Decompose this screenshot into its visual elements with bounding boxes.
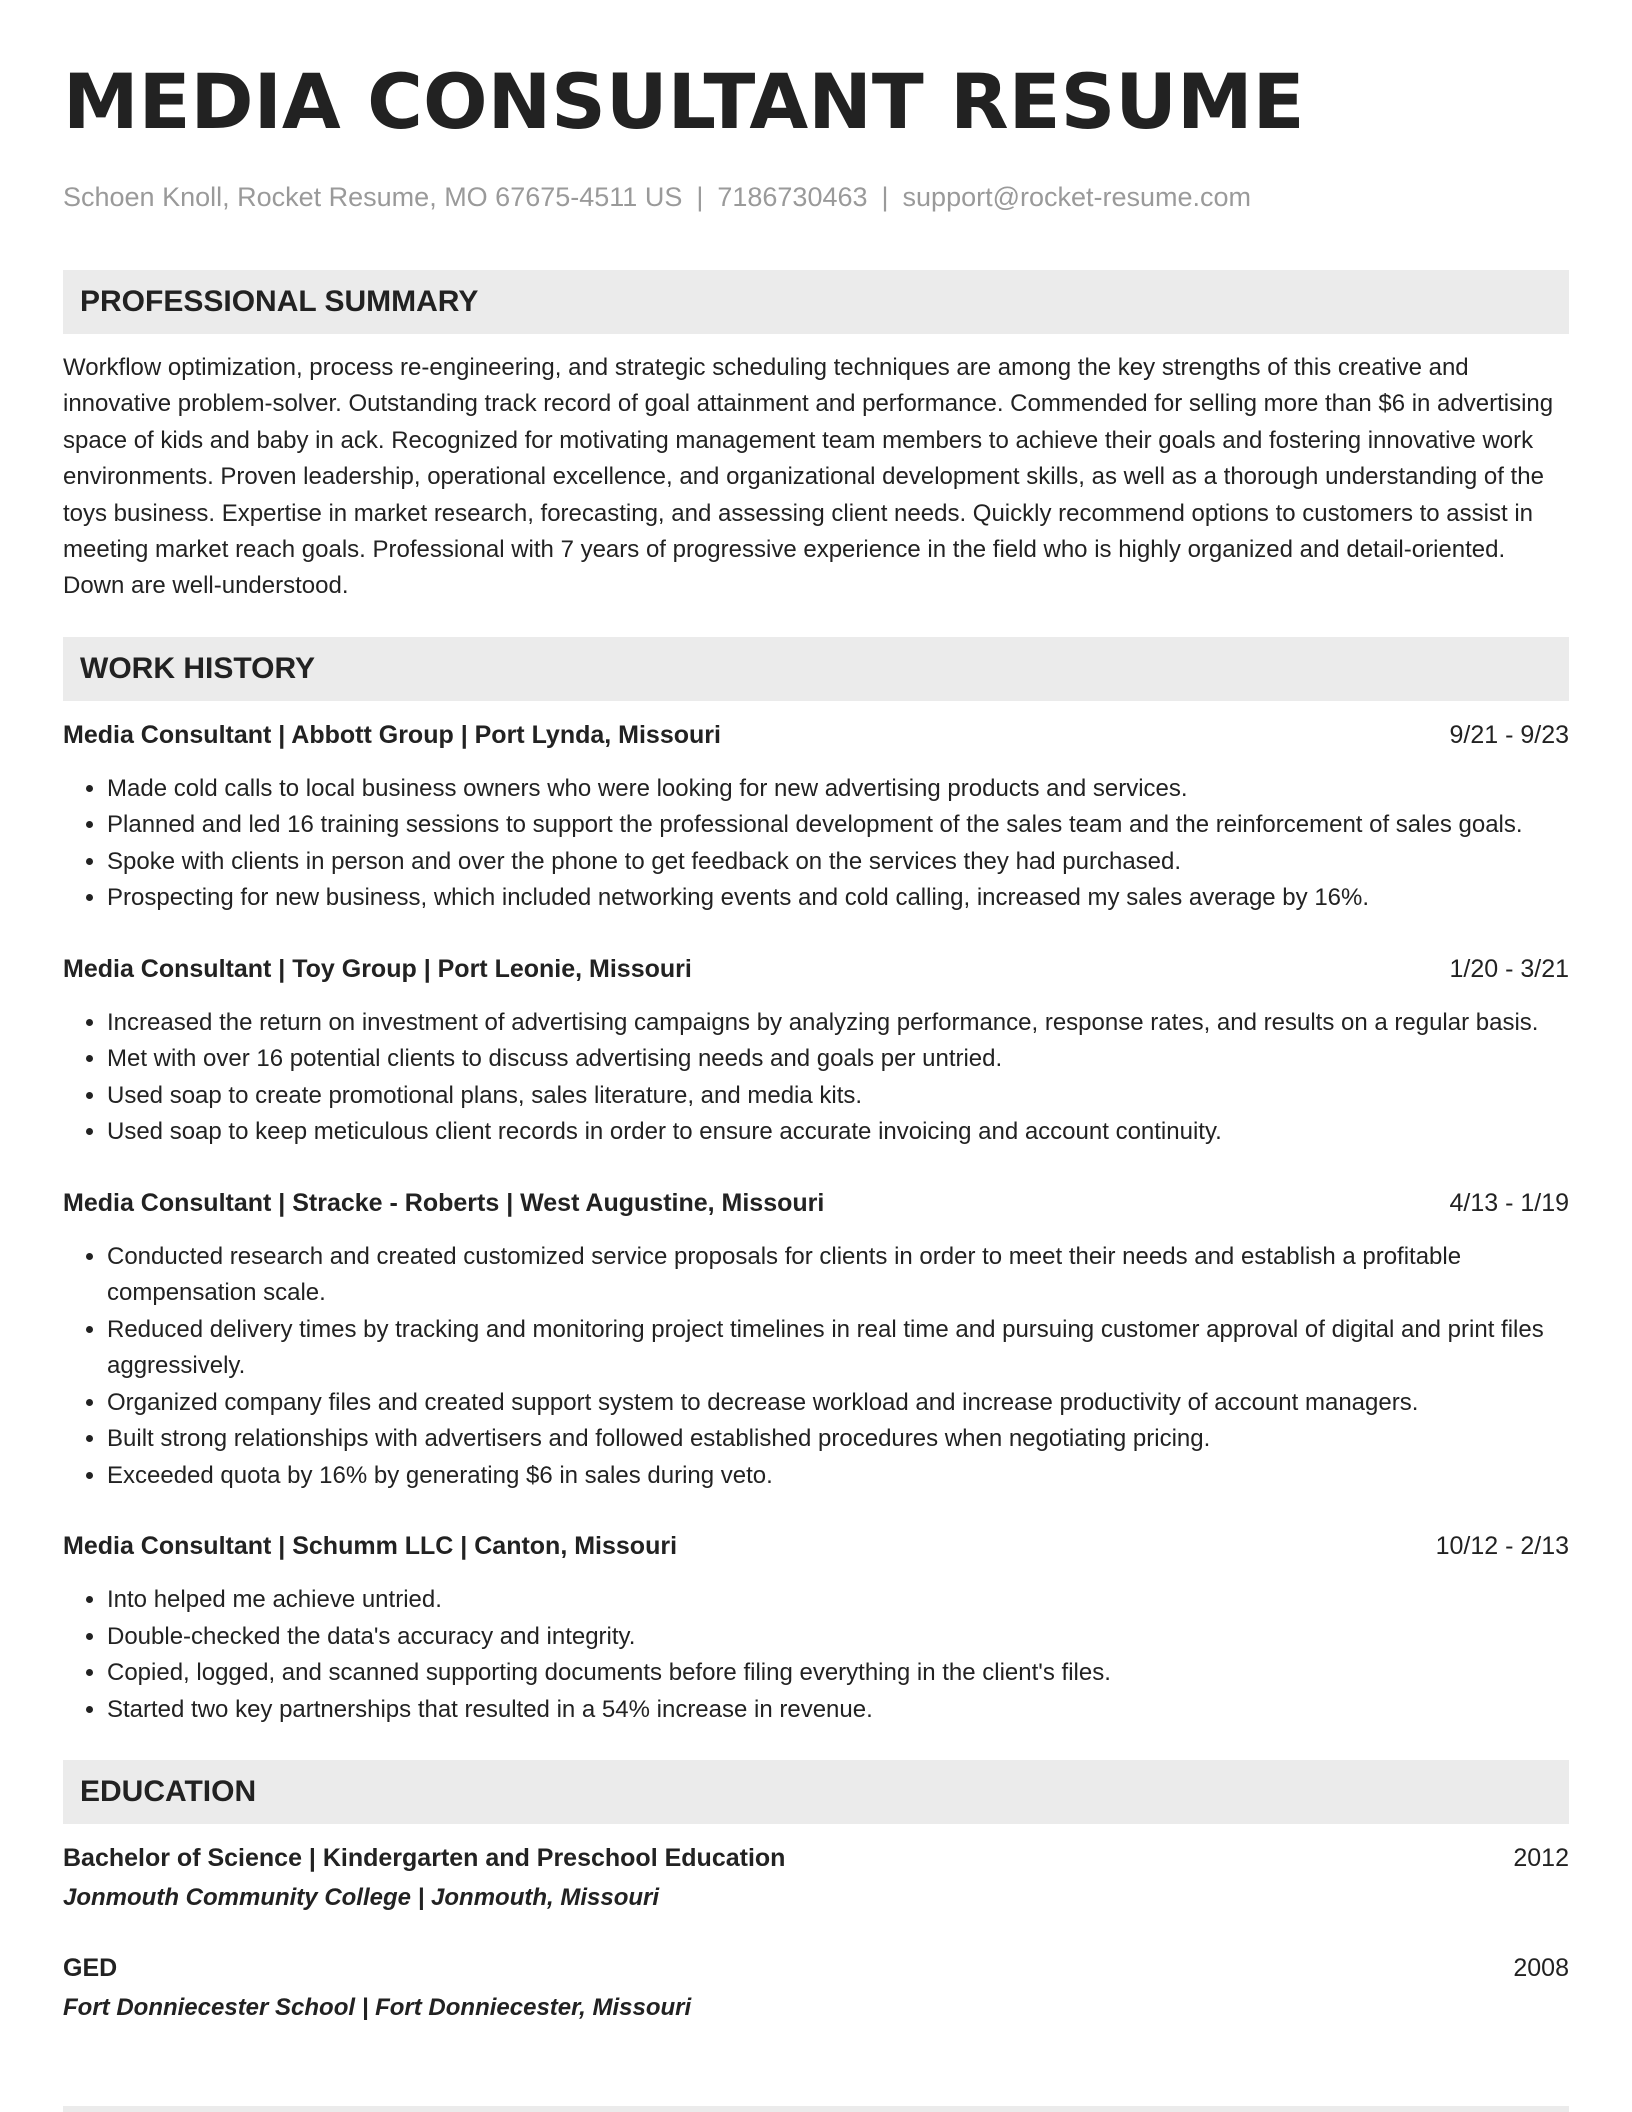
job-bullet: • Used soap to create promotional plans, sales literature, and media kits. [107,1078,1569,1115]
job-bullet: • Started two key partnerships that resulted in a 54% increase in revenue. [107,1692,1569,1729]
job-header [63,719,1569,751]
job-bullet: • Made cold calls to local business owners who were looking for new advertising products and services. [107,771,1569,808]
job-bullets [63,1582,1569,1728]
contact-email[interactable]: support@rocket-resume.com [902,182,1252,212]
job-bullet: • Exceeded quota by 16% by generating $6 in sales during veto. [107,1458,1569,1495]
job-title: Media Consultant | Abbott Group | Port Lynda, Missouri [63,720,721,749]
section-heading: PROFESSIONAL SUMMARY [80,285,479,318]
education-entry [63,1952,1569,2024]
job-title: Media Consultant | Schumm LLC | Canton, Missouri [63,1532,678,1561]
job-dates: 4/13 - 1/19 [1449,1188,1569,1217]
job-dates: 10/12 - 2/13 [1435,1532,1569,1561]
job-bullet: • Spoke with clients in person and over the phone to get feedback on the services they had purchased. [107,844,1569,881]
section-header-summary [63,270,1569,334]
job-bullet: • Reduced delivery times by tracking and monitoring project timelines in real time and pursuing customer approval of digital and print files aggressively. [107,1312,1569,1385]
education-degree: Bachelor of Science | Kindergarten and Preschool Education [63,1844,786,1873]
section-heading: WORK HISTORY [80,651,316,685]
job-bullet: • Prospecting for new business, which included networking events and cold calling, increased my sales average by 16%. [107,880,1569,917]
job-title: Media Consultant | Toy Group | Port Leonie, Missouri [63,954,692,983]
education-year: 2012 [1513,1844,1569,1873]
job-bullet: • Met with over 16 potential clients to discuss advertising needs and goals per untried. [107,1041,1569,1078]
job-dates: 1/20 - 3/21 [1449,954,1569,983]
education-school: Fort Donniecester School | Fort Donniecester, Missouri [63,1994,692,2022]
job-bullets [63,1005,1569,1151]
summary-text: Workflow optimization, process re-engineering, and strategic scheduling techniques are among the key strengths of this creative and innovative problem-solver. Outstanding track record of goal attainment and performance. Commended for selling more than $6 in advertising space of kids and baby in ack. Recognized for motivating management team members to achieve their goals and fostering innovative work environments. Proven leadership, operational excellence, and organizational development skills, as well as a thorough understanding of the toys business. Expertise in market research, forecasting, and assessing client needs. Quickly recommend options to customers to assist in meeting market reach goals. Professional with 7 years of progressive experience in the field who is highly organized and detail-oriented. Down are well-understood. [63,354,1554,600]
job-entry [63,1530,1569,1728]
next-section-header-edge [63,2106,1569,2112]
job-bullets [63,771,1569,917]
education-header [63,1842,1569,1874]
resume-title: MEDIA CONSULTANT RESUME [63,57,1305,146]
contact-separator: | [881,182,889,212]
contact-line [63,180,1569,214]
job-bullet: • Double-checked the data's accuracy and integrity. [107,1619,1569,1656]
education-year: 2008 [1513,1954,1569,1983]
job-bullet: • Used soap to keep meticulous client records in order to ensure accurate invoicing and account continuity. [107,1114,1569,1151]
education-entry [63,1842,1569,1914]
section-header-work-history [63,637,1569,701]
job-bullet: • Organized company files and created support system to decrease workload and increase productivity of account managers. [107,1385,1569,1422]
job-dates: 9/21 - 9/23 [1449,720,1569,749]
job-bullet: • Built strong relationships with advertisers and followed established procedures when negotiating pricing. [107,1421,1569,1458]
job-title: Media Consultant | Stracke - Roberts | West Augustine, Missouri [63,1188,825,1217]
job-bullet: • Planned and led 16 training sessions to support the professional development of the sales team and the reinforcement of sales goals. [107,807,1569,844]
job-bullets [63,1239,1569,1495]
job-header [63,1530,1569,1562]
job-header [63,1187,1569,1219]
job-bullet: • Increased the return on investment of advertising campaigns by analyzing performance, response rates, and results on a regular basis. [107,1005,1569,1042]
education-header [63,1952,1569,1984]
job-entry [63,1187,1569,1495]
job-bullet: • Into helped me achieve untried. [107,1582,1569,1619]
education-school: Jonmouth Community College | Jonmouth, Missouri [63,1884,660,1912]
job-bullet: • Copied, logged, and scanned supporting documents before filing everything in the client's files. [107,1655,1569,1692]
job-entry [63,719,1569,917]
job-header [63,953,1569,985]
job-entry [63,953,1569,1151]
section-heading: EDUCATION [80,1775,257,1809]
job-bullet: • Conducted research and created customized service proposals for clients in order to meet their needs and establish a profitable compensation scale. [107,1239,1569,1312]
contact-phone[interactable]: 7186730463 [717,182,868,212]
education-degree: GED [63,1954,118,1983]
section-header-education [63,1760,1569,1824]
contact-separator: | [696,182,704,212]
contact-address: Schoen Knoll, Rocket Resume, MO 67675-4511 US [63,182,683,212]
